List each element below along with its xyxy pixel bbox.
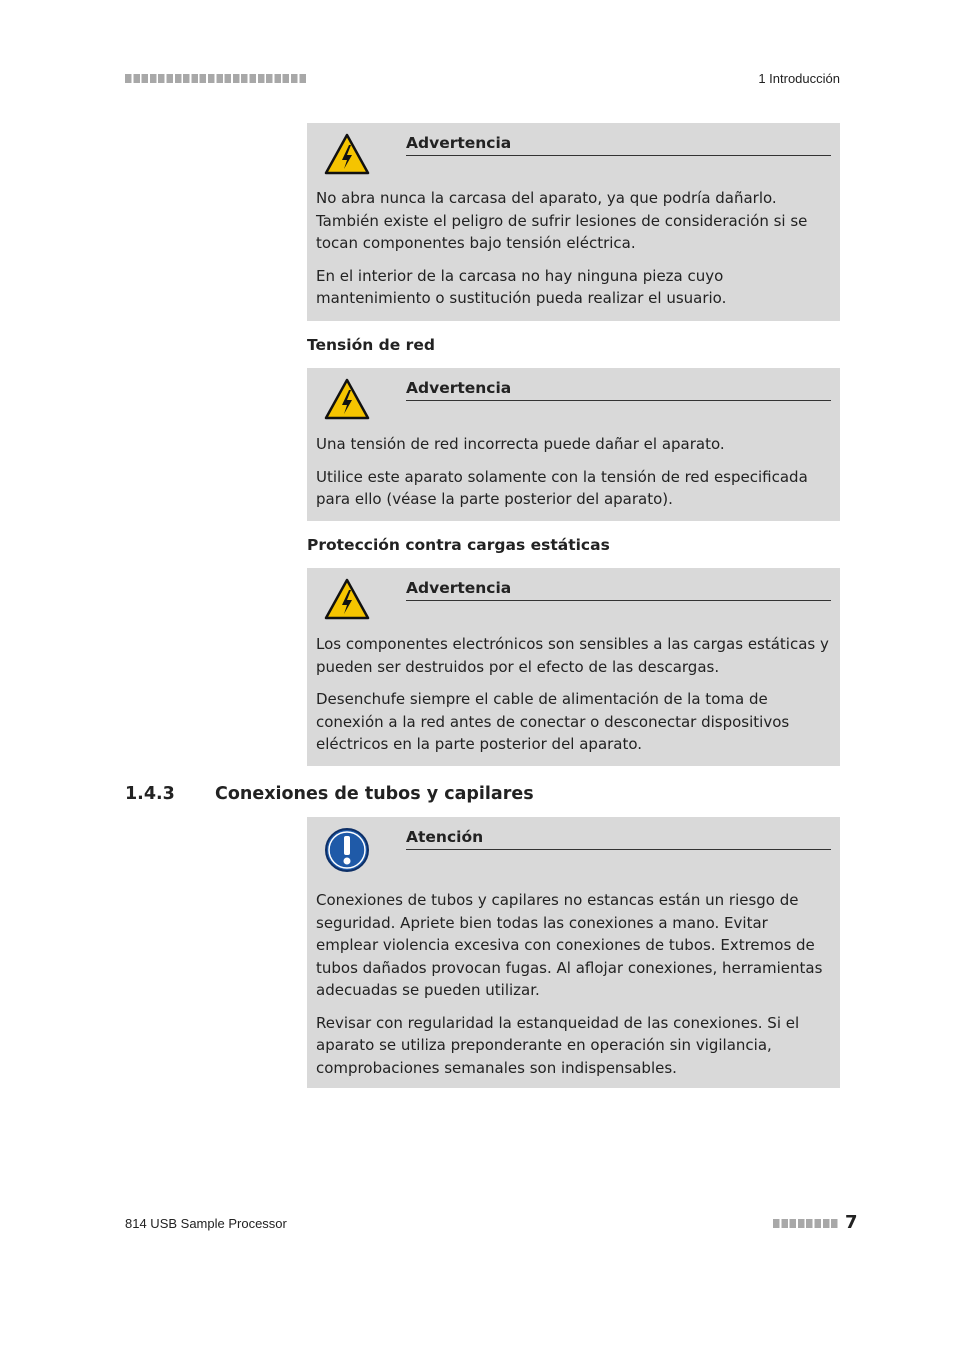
electric-warning-icon — [324, 378, 370, 420]
subheading-mains: Tensión de red — [307, 336, 435, 354]
box-title: Advertencia — [406, 578, 831, 601]
box-paragraph: Utilice este aparato solamente con la tensión de red especificada para ello (véase la parte posterior del aparato). — [316, 467, 808, 508]
warning-box — [307, 568, 840, 766]
box-paragraph: Revisar con regularidad la estanqueidad de las conexiones. Si el aparato se utiliza preponderante en operación sin vigilancia, comprobaciones semanales son indispensables. — [316, 1013, 800, 1077]
warning-box — [307, 368, 840, 521]
footer-decoration — [773, 1219, 839, 1228]
chapter-title: 1 Introducción — [758, 71, 840, 86]
box-paragraph: En el interior de la carcasa no hay ninguna pieza cuyo mantenimiento o sustitución pueda realizar el usuario. — [316, 266, 727, 307]
box-title: Advertencia — [406, 133, 831, 156]
box-title: Advertencia — [406, 378, 831, 401]
attention-box — [307, 817, 840, 1088]
attention-exclamation-icon — [324, 827, 370, 873]
section-number: 1.4.3 — [125, 784, 175, 804]
warning-box — [307, 123, 840, 321]
footer-product: 814 USB Sample Processor — [125, 1216, 287, 1231]
box-paragraph: Conexiones de tubos y capilares no estancas están un riesgo de seguridad. Apriete bien todas las conexiones a mano. Evitar emplear violencia excesiva con conexiones de tubos. Extremos de tubos dañados provocan fugas. Al aflojar conexiones, herramientas adecuadas se pueden utilizar. — [316, 891, 823, 999]
page-number: 7 — [845, 1212, 858, 1233]
subheading-static: Protección contra cargas estáticas — [307, 536, 610, 554]
section-title: Conexiones de tubos y capilares — [215, 784, 534, 804]
box-paragraph: Los componentes electrónicos son sensibles a las cargas estáticas y pueden ser destruidos por el efecto de las descargas. — [316, 635, 829, 676]
box-paragraph: Desenchufe siempre el cable de alimentación de la toma de conexión a la red antes de conectar o desconectar dispositivos eléctricos en la parte posterior del aparato. — [316, 690, 790, 753]
electric-warning-icon — [324, 578, 370, 620]
section-heading — [125, 784, 534, 804]
box-paragraph: No abra nunca la carcasa del aparato, ya que podría dañarlo. También existe el peligro de sufrir lesiones de consideración si se tocan componentes bajo tensión eléctrica. — [316, 189, 808, 252]
electric-warning-icon — [324, 133, 370, 175]
box-title: Atención — [406, 827, 831, 850]
header-decoration — [125, 74, 307, 83]
box-paragraph: Una tensión de red incorrecta puede dañar el aparato. — [316, 435, 725, 453]
